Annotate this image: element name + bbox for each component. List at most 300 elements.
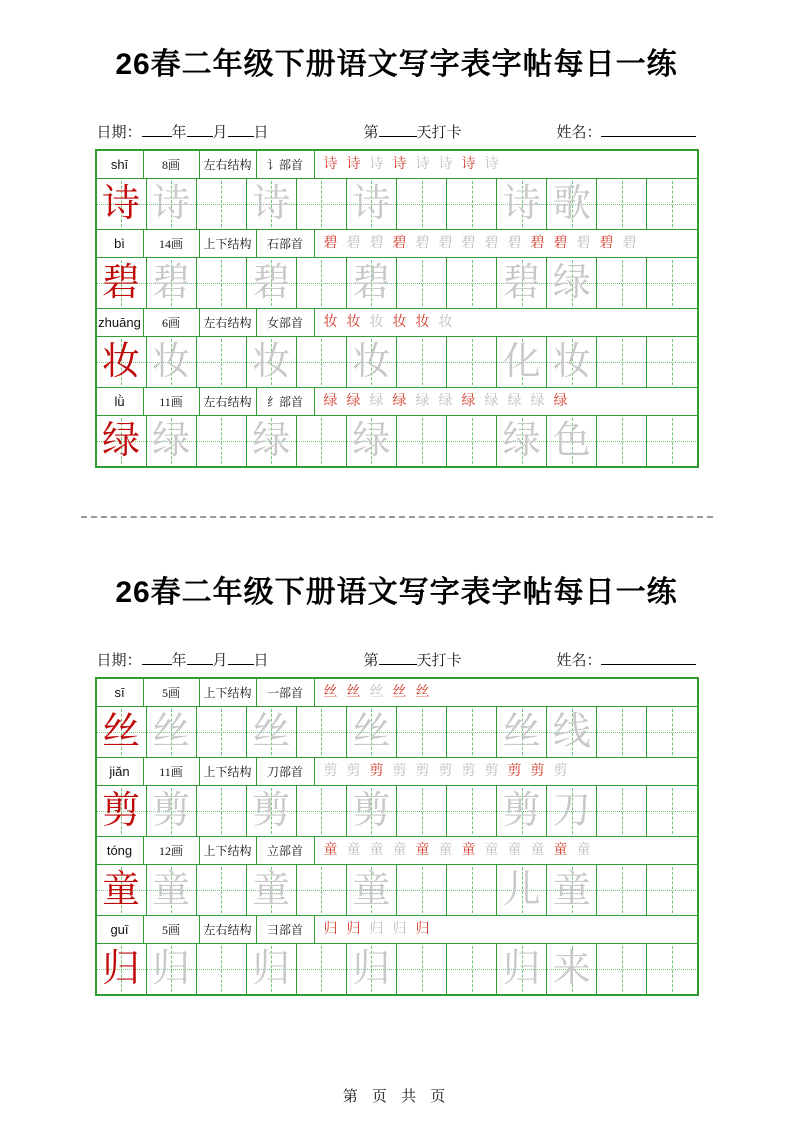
word-char-cell [497,416,547,466]
model-char: 绿 [102,420,141,462]
info-row [97,309,697,337]
radical-cell: 石部首 [257,230,315,257]
trace-char-cell [147,707,197,757]
trace-char: 归 [252,948,291,990]
empty-practice-cell [297,707,347,757]
practice-sheet-2 [0,518,793,996]
empty-practice-cell [197,337,247,387]
char-table [95,677,699,996]
structure-cell: 左右结构 [200,916,257,943]
stroke-order-glyph: 归 [369,922,384,937]
word-char: 妆 [552,341,591,383]
stroke-order-glyph: 归 [415,922,430,937]
trace-char-cell [247,337,297,387]
structure-cell: 左右结构 [200,309,257,336]
radical-cell: 纟部首 [257,388,315,415]
trace-char: 丝 [252,711,291,753]
trace-char-cell [147,258,197,308]
stroke-count-cell: 8画 [144,151,200,178]
trace-char: 妆 [252,341,291,383]
stroke-order-glyph: 剪 [553,764,568,779]
info-row [97,388,697,416]
practice-row [97,944,697,994]
practice-row [97,258,697,309]
empty-practice-cell [597,337,647,387]
char-row-sī [97,679,697,758]
stroke-order-strip [315,679,697,706]
empty-practice-cell [647,337,696,387]
stroke-order-glyph: 碧 [576,236,591,251]
word-char: 来 [552,948,591,990]
stroke-order-glyph: 绿 [369,394,384,409]
stroke-order-glyph: 妆 [415,315,430,330]
model-char-cell [97,258,147,308]
empty-practice-cell [597,707,647,757]
practice-row [97,707,697,758]
stroke-order-glyph: 剪 [346,764,361,779]
date-line [97,650,697,670]
day-label: 日 [253,653,269,669]
ordinal-label: 第 [363,653,379,669]
word-char: 绿 [552,262,591,304]
word-char-cell [547,865,597,915]
name-label: 姓名： [556,653,602,669]
model-char-cell [97,944,147,994]
trace-char: 绿 [152,420,191,462]
empty-practice-cell [597,258,647,308]
stroke-order-strip [315,388,697,415]
word-char-cell [497,179,547,229]
empty-practice-cell [397,416,447,466]
practice-row [97,416,697,466]
trace-char-cell [247,865,297,915]
stroke-order-glyph: 诗 [323,157,338,172]
ordinal-label: 第 [363,125,379,141]
trace-char: 碧 [252,262,291,304]
stroke-order-glyph: 绿 [553,394,568,409]
stroke-order-glyph: 剪 [484,764,499,779]
date-fields [97,121,269,142]
empty-practice-cell [397,707,447,757]
word-char: 绿 [502,420,541,462]
info-row [97,151,697,179]
word-char: 刀 [552,790,591,832]
stroke-order-glyph: 归 [346,922,361,937]
word-char: 童 [552,869,591,911]
date-label: 日期： [96,653,142,669]
empty-practice-cell [197,786,247,836]
trace-char-cell [347,179,397,229]
stroke-order-glyph: 绿 [530,394,545,409]
pinyin-cell: guī [97,916,144,943]
stroke-order-glyph: 碧 [599,236,614,251]
stroke-order-glyph: 碧 [484,236,499,251]
empty-practice-cell [297,786,347,836]
stroke-order-glyph: 诗 [346,157,361,172]
trace-char: 诗 [152,183,191,225]
practice-sheet-1 [0,0,793,468]
stroke-count-cell: 14画 [144,230,200,257]
empty-practice-cell [397,179,447,229]
model-char: 丝 [102,711,141,753]
info-row [97,758,697,786]
name-fields [556,121,696,142]
practice-row [97,865,697,916]
empty-practice-cell [447,944,497,994]
model-char-cell [97,416,147,466]
word-char: 线 [552,711,591,753]
empty-practice-cell [597,786,647,836]
trace-char: 童 [252,869,291,911]
char-row-tóng [97,837,697,916]
char-row-lǜ [97,388,697,466]
empty-practice-cell [597,179,647,229]
word-char-cell [497,258,547,308]
stroke-order-glyph: 碧 [530,236,545,251]
model-char: 诗 [102,183,141,225]
radical-cell: 一部首 [257,679,315,706]
month-blank [187,123,213,137]
word-char-cell [497,337,547,387]
empty-practice-cell [297,337,347,387]
empty-practice-cell [447,707,497,757]
day-label: 日 [253,125,269,141]
info-row [97,916,697,944]
empty-practice-cell [447,786,497,836]
year-label: 年 [171,125,187,141]
word-char: 碧 [502,262,541,304]
stroke-order-strip [315,309,697,336]
stroke-order-glyph: 童 [438,843,453,858]
trace-char-cell [347,944,397,994]
month-label: 月 [212,125,228,141]
word-char: 丝 [502,711,541,753]
name-label: 姓名： [556,125,602,141]
stroke-count-cell: 5画 [144,916,200,943]
stroke-order-strip [315,230,697,257]
checkin-label: 天打卡 [416,653,462,669]
word-char-cell [547,337,597,387]
trace-char-cell [147,786,197,836]
empty-practice-cell [197,416,247,466]
trace-char-cell [247,258,297,308]
stroke-order-glyph: 诗 [461,157,476,172]
trace-char: 丝 [152,711,191,753]
empty-practice-cell [597,416,647,466]
pinyin-cell: bì [97,230,144,257]
stroke-order-glyph: 诗 [438,157,453,172]
trace-char-cell [347,416,397,466]
structure-cell: 左右结构 [200,388,257,415]
trace-char: 绿 [252,420,291,462]
empty-practice-cell [597,944,647,994]
trace-char: 归 [152,948,191,990]
stroke-order-glyph: 碧 [323,236,338,251]
stroke-count-cell: 12画 [144,837,200,864]
trace-char: 童 [352,869,391,911]
stroke-count-cell: 11画 [144,758,200,785]
empty-practice-cell [447,865,497,915]
word-char-cell [547,707,597,757]
stroke-order-glyph: 剪 [507,764,522,779]
stroke-order-strip [315,916,697,943]
empty-practice-cell [597,865,647,915]
word-char-cell [497,944,547,994]
stroke-order-glyph: 碧 [553,236,568,251]
trace-char-cell [247,944,297,994]
stroke-order-glyph: 妆 [438,315,453,330]
radical-cell: 女部首 [257,309,315,336]
structure-cell: 上下结构 [200,679,257,706]
stroke-order-glyph: 童 [484,843,499,858]
empty-practice-cell [647,258,696,308]
day-count-blank [379,123,417,137]
word-char-cell [497,707,547,757]
stroke-order-glyph: 绿 [392,394,407,409]
page-footer: 第 页 共 页 [342,1088,451,1105]
empty-practice-cell [297,179,347,229]
word-char: 归 [502,948,541,990]
empty-practice-cell [647,786,696,836]
checkin-fields [364,649,462,670]
char-row-zhuāng [97,309,697,388]
word-char: 化 [502,341,541,383]
empty-practice-cell [297,416,347,466]
practice-row [97,786,697,837]
stroke-order-glyph: 诗 [369,157,384,172]
year-label: 年 [171,653,187,669]
word-char-cell [547,944,597,994]
structure-cell: 上下结构 [200,837,257,864]
date-fields [97,649,269,670]
radical-cell: 立部首 [257,837,315,864]
stroke-order-strip [315,837,697,864]
stroke-count-cell: 11画 [144,388,200,415]
trace-char-cell [147,865,197,915]
pinyin-cell: jiǎn [97,758,144,785]
stroke-order-glyph: 剪 [415,764,430,779]
stroke-order-glyph: 剪 [438,764,453,779]
stroke-order-glyph: 童 [415,843,430,858]
word-char-cell [497,786,547,836]
stroke-order-glyph: 归 [392,922,407,937]
stroke-order-glyph: 剪 [461,764,476,779]
name-blank [601,651,696,665]
info-row [97,837,697,865]
trace-char-cell [347,258,397,308]
word-char-cell [547,179,597,229]
stroke-order-glyph: 碧 [438,236,453,251]
empty-practice-cell [647,179,696,229]
word-char-cell [547,416,597,466]
name-fields [556,649,696,670]
pinyin-cell: tóng [97,837,144,864]
trace-char: 丝 [352,711,391,753]
stroke-order-glyph: 绿 [484,394,499,409]
pinyin-cell: lǜ [97,388,144,415]
stroke-order-glyph: 剪 [530,764,545,779]
name-blank [601,123,696,137]
practice-row [97,337,697,388]
checkin-fields [364,121,462,142]
empty-practice-cell [447,416,497,466]
stroke-order-glyph: 妆 [323,315,338,330]
stroke-order-strip [315,758,697,785]
info-row [97,679,697,707]
pinyin-cell: zhuāng [97,309,144,336]
sheet-title: 26春二年级下册语文写字表字帖每日一练 [115,48,678,81]
stroke-order-glyph: 丝 [346,685,361,700]
trace-char: 童 [152,869,191,911]
trace-char: 碧 [352,262,391,304]
info-row [97,230,697,258]
trace-char-cell [247,786,297,836]
stroke-order-glyph: 童 [507,843,522,858]
word-char: 歌 [552,183,591,225]
stroke-order-glyph: 童 [576,843,591,858]
stroke-order-glyph: 绿 [438,394,453,409]
empty-practice-cell [447,258,497,308]
stroke-order-glyph: 妆 [346,315,361,330]
day-blank [228,651,254,665]
pinyin-cell: sī [97,679,144,706]
empty-practice-cell [397,865,447,915]
day-blank [228,123,254,137]
model-char: 归 [102,948,141,990]
radical-cell: 刀部首 [257,758,315,785]
date-line [97,122,697,142]
trace-char: 诗 [252,183,291,225]
trace-char-cell [347,865,397,915]
empty-practice-cell [647,944,696,994]
trace-char-cell [347,786,397,836]
empty-practice-cell [647,416,696,466]
pinyin-cell: shī [97,151,144,178]
word-char: 色 [552,420,591,462]
trace-char-cell [347,337,397,387]
trace-char-cell [347,707,397,757]
char-table [95,149,699,468]
stroke-order-glyph: 碧 [369,236,384,251]
year-blank [142,123,172,137]
trace-char-cell [147,337,197,387]
stroke-order-glyph: 剪 [323,764,338,779]
model-char-cell [97,786,147,836]
word-char-cell [547,786,597,836]
stroke-order-glyph: 碧 [622,236,637,251]
char-row-guī [97,916,697,994]
trace-char-cell [247,416,297,466]
trace-char: 剪 [152,790,191,832]
empty-practice-cell [647,865,696,915]
word-char: 儿 [502,869,541,911]
radical-cell: 讠部首 [257,151,315,178]
model-char-cell [97,337,147,387]
trace-char: 绿 [352,420,391,462]
model-char-cell [97,707,147,757]
stroke-order-glyph: 绿 [461,394,476,409]
word-char-cell [497,865,547,915]
empty-practice-cell [397,258,447,308]
stroke-order-glyph: 童 [553,843,568,858]
stroke-order-glyph: 绿 [323,394,338,409]
word-char-cell [547,258,597,308]
stroke-order-glyph: 童 [392,843,407,858]
trace-char: 诗 [352,183,391,225]
trace-char: 归 [352,948,391,990]
trace-char-cell [247,707,297,757]
trace-char: 剪 [252,790,291,832]
trace-char: 妆 [352,341,391,383]
stroke-order-glyph: 丝 [369,685,384,700]
char-row-shī [97,151,697,230]
empty-practice-cell [647,707,696,757]
radical-cell: 彐部首 [257,916,315,943]
stroke-order-glyph: 丝 [415,685,430,700]
stroke-order-glyph: 童 [530,843,545,858]
trace-char-cell [147,944,197,994]
stroke-order-glyph: 诗 [415,157,430,172]
day-count-blank [379,651,417,665]
stroke-order-glyph: 童 [369,843,384,858]
trace-char-cell [147,416,197,466]
word-char: 剪 [502,790,541,832]
stroke-order-glyph: 碧 [461,236,476,251]
stroke-order-strip [315,151,697,178]
stroke-order-glyph: 碧 [415,236,430,251]
stroke-order-glyph: 丝 [323,685,338,700]
stroke-order-glyph: 绿 [346,394,361,409]
sheet-title: 26春二年级下册语文写字表字帖每日一练 [115,576,678,609]
empty-practice-cell [197,707,247,757]
char-row-bì [97,230,697,309]
empty-practice-cell [197,258,247,308]
empty-practice-cell [447,337,497,387]
stroke-order-glyph: 碧 [392,236,407,251]
stroke-order-glyph: 剪 [392,764,407,779]
trace-char: 碧 [152,262,191,304]
month-blank [187,651,213,665]
word-char: 诗 [502,183,541,225]
year-blank [142,651,172,665]
char-row-jiǎn [97,758,697,837]
stroke-order-glyph: 妆 [369,315,384,330]
checkin-label: 天打卡 [416,125,462,141]
stroke-order-glyph: 碧 [346,236,361,251]
model-char-cell [97,865,147,915]
stroke-order-glyph: 童 [323,843,338,858]
stroke-count-cell: 6画 [144,309,200,336]
empty-practice-cell [397,944,447,994]
structure-cell: 上下结构 [200,230,257,257]
empty-practice-cell [197,179,247,229]
practice-row [97,179,697,230]
empty-practice-cell [397,337,447,387]
month-label: 月 [212,653,228,669]
empty-practice-cell [297,865,347,915]
stroke-order-glyph: 童 [346,843,361,858]
stroke-order-glyph: 碧 [507,236,522,251]
stroke-order-glyph: 剪 [369,764,384,779]
empty-practice-cell [297,258,347,308]
model-char: 童 [102,869,141,911]
stroke-order-glyph: 童 [461,843,476,858]
stroke-order-glyph: 诗 [484,157,499,172]
stroke-count-cell: 5画 [144,679,200,706]
empty-practice-cell [297,944,347,994]
model-char: 妆 [102,341,141,383]
structure-cell: 上下结构 [200,758,257,785]
